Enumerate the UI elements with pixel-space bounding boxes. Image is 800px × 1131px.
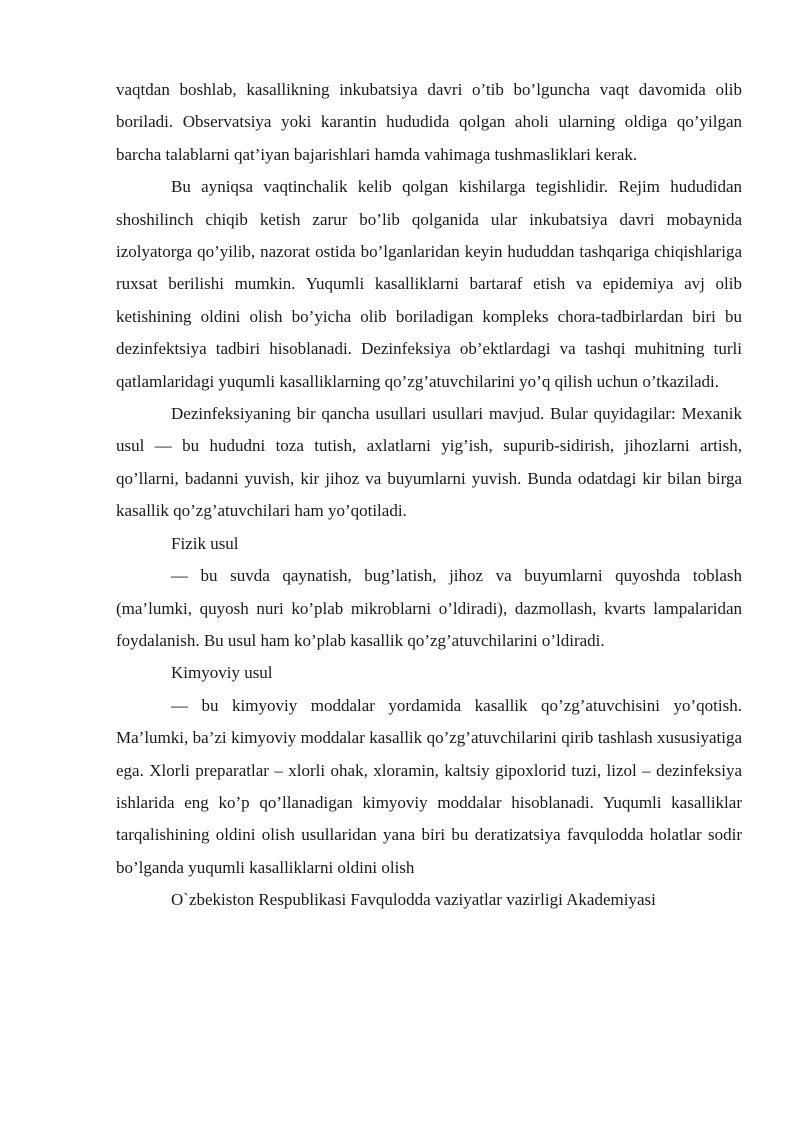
paragraph-chemical-method: — bu kimyoviy moddalar yordamida kasallik qo’zg’atuvchisini yo’qotish. Ma’lumki, ba’zi kimyoviy moddalar kasallik qo’zg’atuvchilarini qirib tashlash xususiyatiga ega. Xlorli preparatlar – xlorli ohak, xloramin, kaltsiy gipoxlorid tuzi, lizol – dezinfeksiya ishlarida eng ko’p qo’llanadigan kimyoviy moddalar hisoblanadi. Yuqumli kasalliklar tarqalishining oldini olish usullaridan yana biri bu deratizatsiya favqulodda holatlar sodir bo’lganda yuqumli kasalliklarni oldini olish [116, 695, 742, 877]
heading-chemical-method: Kimyoviy usul [171, 663, 273, 683]
paragraph-mechanical-method: Dezinfeksiyaning bir qancha usullari usullari mavjud. Bular quyidagilar: Mexanik usul — bu hududni toza tutish, axlatlarni yig’ish, supurib-sidirish, jihozlarni artish, qo’llarni, badanni yuvish, kir jihoz va buyumlarni yuvish. Bunda odatdagi kir bilan birga kasallik qo’zg’atuvchilari ham yo’qotiladi. [116, 404, 742, 521]
heading-physical-method: Fizik usul [171, 533, 239, 553]
paragraph-temporary-visitors: Bu ayniqsa vaqtinchalik kelib qolgan kishilarga tegishlidir. Rejim hududidan shoshilinch chiqib ketish zarur bo’lib qolganida ular inkubatsiya davri mobaynida izolyatorga qo’yilib, nazorat ostida bo’lganlaridan keyin hududdan tashqariga chiqishlariga ruxsat berilishi mumkin. Yuqumli kasalliklarni bartaraf etish va epidemiya avj olib ketishining oldini olish bo’yicha olib boriladigan kompleks chora-tadbirlardan biri bu dezinfektsiya tadbiri hisoblanadi. Dezinfeksiya ob’ektlardagi va tashqi muhitning turli qatlamlaridagi yuqumli kasalliklarning qo’zg’atuvchilarini yo’q qilish uchun o’tkaziladi. [116, 177, 742, 391]
paragraph-observation: vaqtdan boshlab, kasallikning inkubatsiya davri o’tib bo’lguncha vaqt davomida olib boriladi. Observatsiya yoki karantin hududida qolgan aholi ularning oldiga qo’yilgan barcha talablarni qat’iyan bajarishlari hamda vahimaga tushmasliklari kerak. [116, 80, 742, 164]
footer-academy-line: O`zbekiston Respublikasi Favqulodda vaziyatlar vazirligi Akademiyasi [171, 890, 656, 910]
paragraph-physical-method: — bu suvda qaynatish, bug’latish, jihoz va buyumlarni quyoshda toblash (ma’lumki, quyosh nuri ko’plab mikroblarni o’ldiradi), dazmollash, kvarts lampalaridan foydalanish. Bu usul ham ko’plab kasallik qo’zg’atuvchilarini o’ldiradi. [116, 566, 742, 650]
document-page [116, 74, 742, 917]
